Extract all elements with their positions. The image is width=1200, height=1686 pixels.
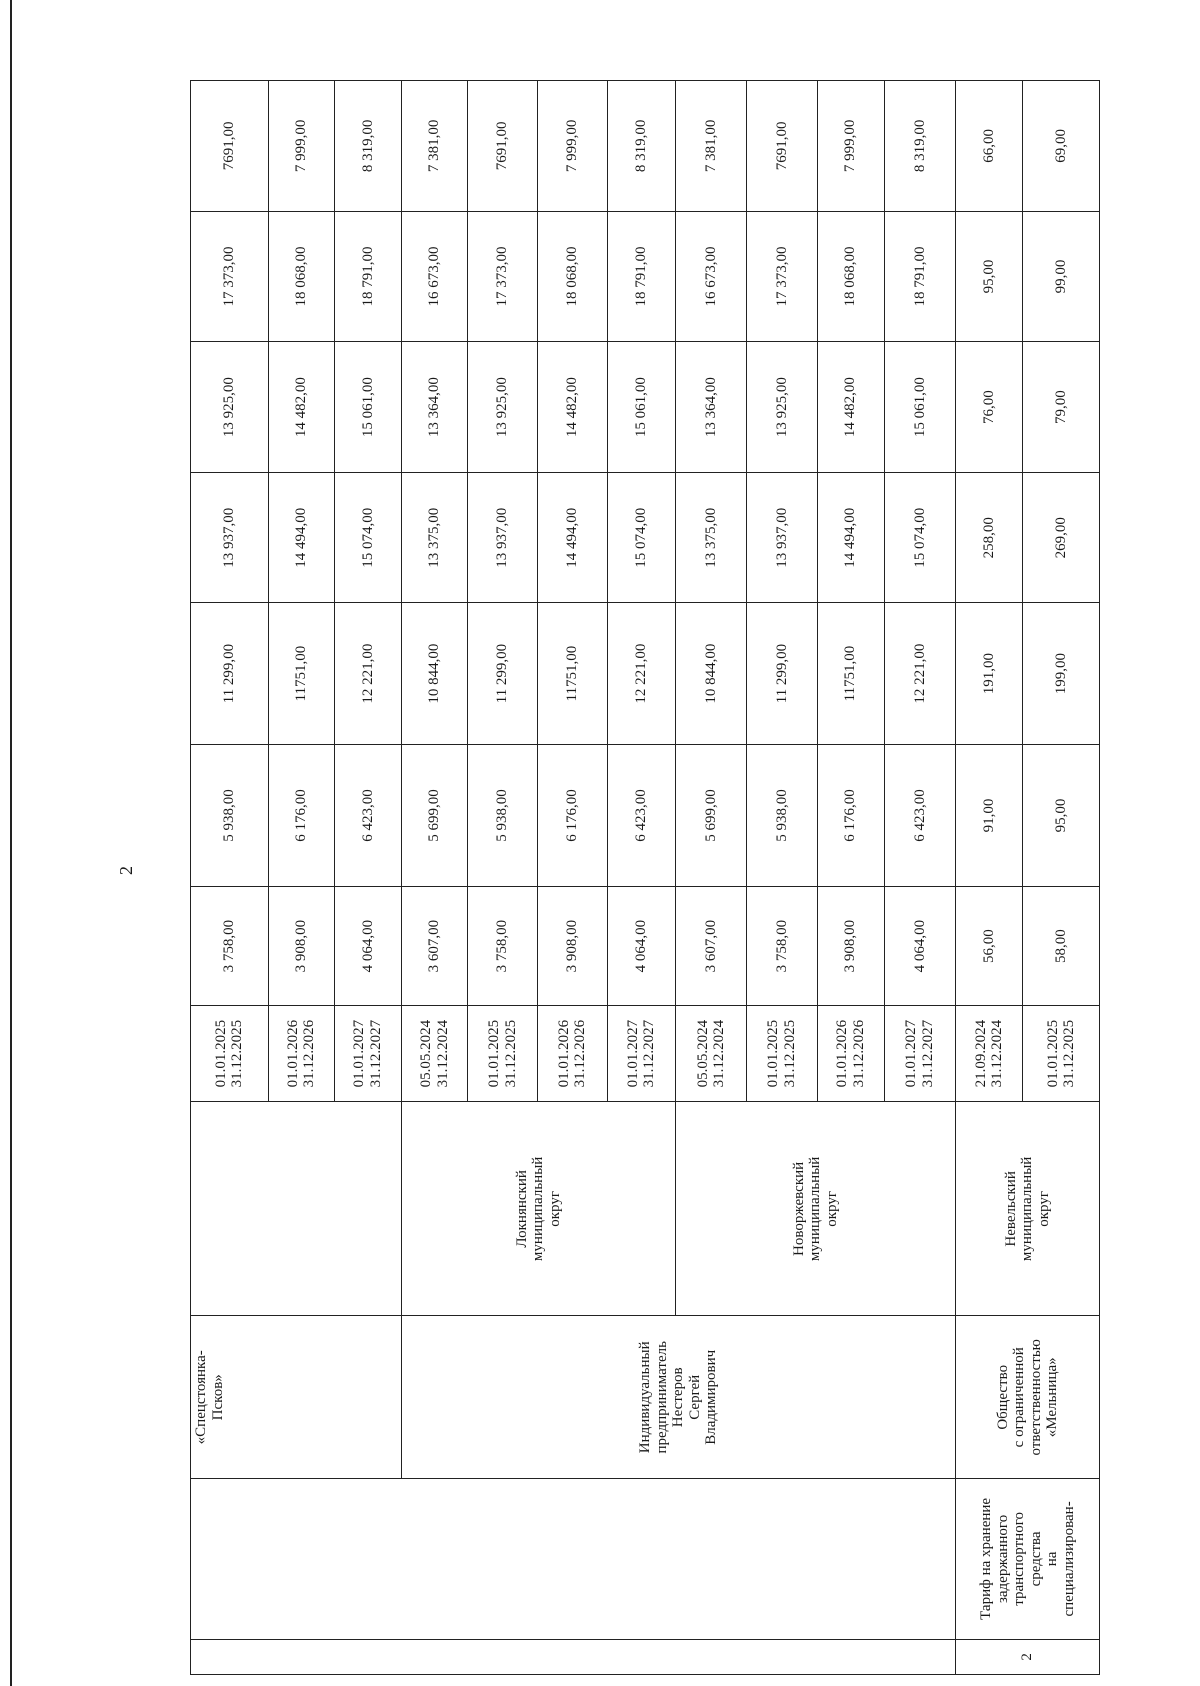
tariff-value-cell-text: 3 758,00 [494, 919, 511, 973]
tariff-value-cell-text: 11 299,00 [494, 643, 511, 704]
tariff-value-cell [538, 211, 607, 342]
tariff-value-cell [538, 81, 607, 212]
tariff-value-cell-text: 13 925,00 [494, 377, 511, 438]
tariff-value-cell [538, 472, 607, 603]
period-cell [956, 1005, 1023, 1101]
district-cell [191, 1102, 402, 1316]
tariff-value-cell [1023, 81, 1100, 212]
organization-cell [401, 1316, 955, 1479]
tariff-value-cell-text: 76,00 [980, 390, 997, 424]
tariff-value-cell [334, 81, 401, 212]
tariff-value-cell-text: 17 373,00 [221, 246, 238, 307]
tariff-value-cell [817, 342, 884, 473]
tariff-value-cell-text: 69,00 [1052, 128, 1069, 163]
tariff-value-cell-text: 91,00 [980, 798, 997, 833]
service-cell [956, 1479, 1100, 1640]
tariff-value-cell-text: 3 758,00 [221, 919, 238, 973]
page-number: 2 [116, 866, 136, 875]
tariff-value-cell-text: 13 375,00 [426, 507, 443, 568]
tariff-value-cell-text: 8 319,00 [632, 119, 649, 173]
tariff-value-cell-text: 15 061,00 [359, 377, 376, 438]
tariff-value-cell [956, 211, 1023, 342]
tariff-value-cell [1023, 472, 1100, 603]
tariff-value-cell [268, 744, 334, 886]
tariff-value-cell [1023, 603, 1100, 744]
period-cell-text: 01.01.2027 31.12.2027 [903, 1019, 936, 1088]
tariff-value-cell-text: 6 176,00 [564, 789, 581, 842]
tariff-value-cell [675, 887, 746, 1006]
tariff-value-cell-text: 3 758,00 [773, 919, 790, 973]
tariff-value-cell-text: 3 908,00 [564, 919, 581, 973]
tariff-value-cell-text: 18 791,00 [911, 246, 928, 307]
tariff-value-cell [884, 744, 955, 886]
tariff-value-cell [334, 603, 401, 744]
rotated-table-container [190, 80, 1100, 1675]
period-cell [268, 1005, 334, 1101]
period-cell-text: 05.05.2024 31.12.2024 [694, 1019, 727, 1088]
period-cell [1023, 1005, 1100, 1101]
tariff-value-cell [468, 603, 538, 744]
tariff-value-cell [607, 887, 675, 1006]
tariff-value-cell-text: 199,00 [1052, 653, 1069, 695]
tariff-value-cell-text: 13 937,00 [773, 507, 790, 568]
period-cell-text: 01.01.2025 31.12.2025 [212, 1019, 246, 1088]
tariff-value-cell-text: 12 221,00 [632, 643, 649, 704]
tariff-value-cell [817, 81, 884, 212]
period-cell [334, 1005, 401, 1101]
tariff-value-cell [817, 603, 884, 744]
tariff-value-cell-text: 7691,00 [773, 121, 790, 171]
period-cell-text: 01.01.2027 31.12.2027 [351, 1019, 384, 1088]
tariff-value-cell [191, 342, 269, 473]
tariff-value-cell [334, 342, 401, 473]
rotated-table-inner [190, 80, 1100, 1675]
tariff-value-cell [191, 603, 269, 744]
period-cell [675, 1005, 746, 1101]
period-cell-text: 01.01.2026 31.12.2026 [834, 1019, 867, 1088]
tariff-value-cell [607, 211, 675, 342]
tariff-value-cell [468, 211, 538, 342]
tariff-value-cell-text: 56,00 [980, 929, 997, 963]
period-cell [401, 1005, 467, 1101]
tariff-value-cell [747, 342, 817, 473]
tariff-value-cell-text: 11 299,00 [773, 643, 790, 704]
tariff-value-cell [675, 342, 746, 473]
tariff-value-cell [747, 211, 817, 342]
organization-cell-text: Индивидуальный предприниматель Нестеров Сергей Владимирович [637, 1341, 720, 1454]
tariff-value-cell [884, 887, 955, 1006]
tariff-value-cell [268, 81, 334, 212]
tariff-value-cell-text: 95,00 [980, 259, 997, 294]
period-cell-text: 05.05.2024 31.12.2024 [418, 1019, 451, 1088]
tariff-value-cell [747, 603, 817, 744]
tariff-value-cell [607, 81, 675, 212]
period-cell [747, 1005, 817, 1101]
tariff-value-cell [747, 744, 817, 886]
row-number-cell [956, 1639, 1100, 1674]
tariff-value-cell-text: 13 364,00 [702, 377, 719, 438]
tariff-value-cell-text: 269,00 [1052, 517, 1069, 559]
tariff-value-cell [401, 81, 467, 212]
district-cell [401, 1102, 675, 1316]
page-margin-line [10, 0, 12, 1686]
tariff-value-cell [191, 887, 269, 1006]
tariff-value-cell-text: 13 364,00 [426, 377, 443, 438]
tariff-value-cell-text: 18 068,00 [842, 246, 859, 307]
tariff-value-cell-text: 4 064,00 [359, 919, 376, 973]
tariff-value-cell [817, 211, 884, 342]
tariff-value-cell [607, 603, 675, 744]
organization-cell-text: Общество с ограниченной ответственностью «Мельница» [994, 1339, 1061, 1456]
tariff-value-cell-text: 14 482,00 [842, 377, 859, 438]
tariff-value-cell [334, 744, 401, 886]
tariff-value-cell [956, 744, 1023, 886]
table-row [401, 81, 467, 1675]
organization-cell [191, 1316, 402, 1479]
district-cell-text: Новоржевский муниципальный округ [790, 1156, 840, 1262]
tariff-value-cell-text: 11751,00 [842, 645, 859, 702]
tariff-value-cell-text: 15 074,00 [911, 507, 928, 568]
tariff-value-cell [191, 744, 269, 886]
tariff-value-cell-text: 191,00 [980, 653, 997, 695]
tariff-value-cell [1023, 342, 1100, 473]
period-cell [468, 1005, 538, 1101]
tariff-value-cell [884, 211, 955, 342]
tariff-value-cell [884, 81, 955, 212]
tariff-value-cell-text: 16 673,00 [426, 246, 443, 307]
tariff-value-cell-text: 13 937,00 [221, 507, 238, 568]
tariff-value-cell [607, 342, 675, 473]
tariff-value-cell-text: 14 494,00 [293, 507, 310, 568]
tariff-value-cell-text: 15 074,00 [632, 507, 649, 568]
tariff-value-cell [956, 887, 1023, 1006]
tariff-value-cell-text: 7 999,00 [842, 119, 859, 173]
tariff-value-cell-text: 6 176,00 [293, 789, 310, 842]
tariff-value-cell [538, 887, 607, 1006]
tariff-value-cell-text: 7691,00 [221, 121, 238, 171]
tariff-value-cell [191, 81, 269, 212]
period-cell-text: 01.01.2025 31.12.2025 [765, 1019, 798, 1088]
tariff-value-cell-text: 7 381,00 [426, 119, 443, 173]
period-cell-text: 01.01.2025 31.12.2025 [486, 1019, 519, 1088]
tariff-value-cell-text: 7 999,00 [293, 119, 310, 173]
tariff-value-cell-text: 3 908,00 [293, 919, 310, 973]
tariff-value-cell [538, 744, 607, 886]
tariff-value-cell [401, 603, 467, 744]
tariff-value-cell [1023, 744, 1100, 886]
tariff-value-cell [268, 342, 334, 473]
tariff-value-cell-text: 12 221,00 [359, 643, 376, 704]
period-cell-text: 01.01.2026 31.12.2026 [555, 1019, 589, 1088]
tariff-value-cell-text: 58,00 [1052, 929, 1069, 963]
period-cell-text: 01.01.2026 31.12.2026 [284, 1019, 318, 1088]
tariff-value-cell-text: 6 423,00 [359, 789, 376, 842]
tariff-value-cell-text: 14 482,00 [293, 377, 310, 438]
tariff-value-cell-text: 18 068,00 [564, 246, 581, 307]
tariff-value-cell-text: 6 423,00 [911, 789, 928, 842]
tariff-value-cell-text: 16 673,00 [702, 246, 719, 307]
tariff-value-cell [1023, 887, 1100, 1006]
tariff-value-cell-text: 7 381,00 [702, 119, 719, 173]
tariff-value-cell-text: 14 494,00 [564, 507, 581, 568]
tariff-value-cell [817, 744, 884, 886]
tariff-value-cell-text: 15 061,00 [632, 377, 649, 438]
tariff-value-cell-text: 4 064,00 [632, 919, 649, 973]
table-row [191, 81, 269, 1675]
tariff-value-cell [884, 603, 955, 744]
tariff-value-cell [747, 472, 817, 603]
tariff-value-cell-text: 17 373,00 [494, 246, 511, 307]
tariff-value-cell-text: 6 423,00 [632, 789, 649, 842]
tariff-value-cell [607, 744, 675, 886]
tariff-value-cell [401, 211, 467, 342]
tariff-value-cell-text: 66,00 [980, 128, 997, 163]
tariff-value-cell [884, 342, 955, 473]
tariff-value-cell-text: 3 908,00 [842, 919, 859, 973]
tariff-value-cell-text: 10 844,00 [426, 643, 443, 704]
tariff-value-cell [268, 603, 334, 744]
tariff-value-cell-text: 10 844,00 [702, 643, 719, 704]
tariff-value-cell-text: 11751,00 [293, 645, 310, 702]
tariff-value-cell [401, 472, 467, 603]
tariff-value-cell-text: 11751,00 [564, 645, 581, 702]
tariff-value-cell-text: 13 937,00 [494, 507, 511, 568]
tariff-value-cell-text: 11 299,00 [221, 643, 238, 704]
period-cell [817, 1005, 884, 1101]
tariff-table-body [191, 81, 1100, 1675]
tariff-value-cell [956, 81, 1023, 212]
tariff-value-cell [334, 887, 401, 1006]
tariff-value-cell-text: 18 068,00 [293, 246, 310, 307]
tariff-value-cell [191, 472, 269, 603]
district-cell-text: Локнянский муниципальный округ [513, 1156, 563, 1262]
tariff-value-cell-text: 258,00 [980, 517, 997, 559]
tariff-value-cell-text: 18 791,00 [632, 246, 649, 307]
tariff-value-cell [747, 887, 817, 1006]
tariff-value-cell [956, 603, 1023, 744]
tariff-value-cell [747, 81, 817, 212]
period-cell-text: 21.09.2024 31.12.2024 [972, 1019, 1006, 1088]
tariff-value-cell [268, 887, 334, 1006]
tariff-value-cell [538, 603, 607, 744]
table-row [956, 81, 1023, 1675]
tariff-value-cell-text: 5 938,00 [494, 789, 511, 842]
period-cell [607, 1005, 675, 1101]
tariff-value-cell [675, 744, 746, 886]
tariff-value-cell [268, 211, 334, 342]
tariff-value-cell-text: 4 064,00 [911, 919, 928, 973]
tariff-value-cell [191, 211, 269, 342]
service-cell [191, 1479, 956, 1640]
tariff-value-cell-text: 14 494,00 [842, 507, 859, 568]
tariff-value-cell-text: 15 074,00 [359, 507, 376, 568]
tariff-value-cell-text: 13 925,00 [221, 377, 238, 438]
tariff-value-cell-text: 5 699,00 [702, 789, 719, 842]
tariff-value-cell [468, 342, 538, 473]
tariff-value-cell-text: 13 925,00 [773, 377, 790, 438]
tariff-value-cell [675, 603, 746, 744]
tariff-value-cell-text: 3 607,00 [426, 919, 443, 973]
tariff-value-cell-text: 14 482,00 [564, 377, 581, 438]
tariff-value-cell [956, 472, 1023, 603]
tariff-value-cell-text: 18 791,00 [359, 246, 376, 307]
tariff-value-cell-text: 7 999,00 [564, 119, 581, 173]
organization-cell-text: «Спецстоянка- Псков» [193, 1350, 226, 1445]
tariff-value-cell [268, 472, 334, 603]
tariff-value-cell-text: 3 607,00 [702, 919, 719, 973]
district-cell [956, 1102, 1100, 1316]
row-number-cell-text: 2 [1019, 1653, 1036, 1661]
tariff-value-cell [468, 744, 538, 886]
tariff-value-cell-text: 17 373,00 [773, 246, 790, 307]
tariff-value-cell [675, 211, 746, 342]
tariff-value-cell-text: 6 176,00 [842, 789, 859, 842]
tariff-value-cell [401, 887, 467, 1006]
tariff-value-cell [675, 472, 746, 603]
district-cell-text: Невельский муниципальный округ [1002, 1156, 1052, 1262]
tariff-value-cell [884, 472, 955, 603]
tariff-value-cell-text: 12 221,00 [911, 643, 928, 704]
tariff-table [190, 80, 1100, 1675]
tariff-value-cell-text: 5 938,00 [221, 789, 238, 842]
tariff-value-cell [538, 342, 607, 473]
tariff-value-cell-text: 13 375,00 [702, 507, 719, 568]
tariff-value-cell [468, 81, 538, 212]
period-cell [884, 1005, 955, 1101]
tariff-value-cell [401, 342, 467, 473]
tariff-value-cell-text: 5 699,00 [426, 789, 443, 842]
tariff-value-cell [401, 744, 467, 886]
service-cell-text: Тариф на хранение задержанного транспортного средства на специализирован- [978, 1497, 1077, 1620]
tariff-value-cell [817, 887, 884, 1006]
tariff-value-cell-text: 8 319,00 [911, 119, 928, 173]
tariff-value-cell-text: 15 061,00 [911, 377, 928, 438]
tariff-value-cell-text: 95,00 [1052, 798, 1069, 833]
tariff-value-cell [1023, 211, 1100, 342]
period-cell-text: 01.01.2025 31.12.2025 [1044, 1019, 1078, 1088]
tariff-value-cell [817, 472, 884, 603]
tariff-value-cell [956, 342, 1023, 473]
tariff-value-cell [675, 81, 746, 212]
tariff-value-cell-text: 7691,00 [494, 121, 511, 171]
district-cell [675, 1102, 955, 1316]
tariff-value-cell [334, 472, 401, 603]
tariff-value-cell-text: 5 938,00 [773, 789, 790, 842]
tariff-value-cell [468, 472, 538, 603]
organization-cell [956, 1316, 1100, 1479]
tariff-value-cell-text: 8 319,00 [359, 119, 376, 173]
tariff-value-cell [334, 211, 401, 342]
tariff-value-cell [607, 472, 675, 603]
tariff-value-cell-text: 99,00 [1052, 259, 1069, 294]
period-cell [191, 1005, 269, 1101]
tariff-value-cell [468, 887, 538, 1006]
period-cell-text: 01.01.2027 31.12.2027 [624, 1019, 658, 1088]
row-number-cell [191, 1639, 956, 1674]
period-cell [538, 1005, 607, 1101]
tariff-value-cell-text: 79,00 [1052, 390, 1069, 424]
